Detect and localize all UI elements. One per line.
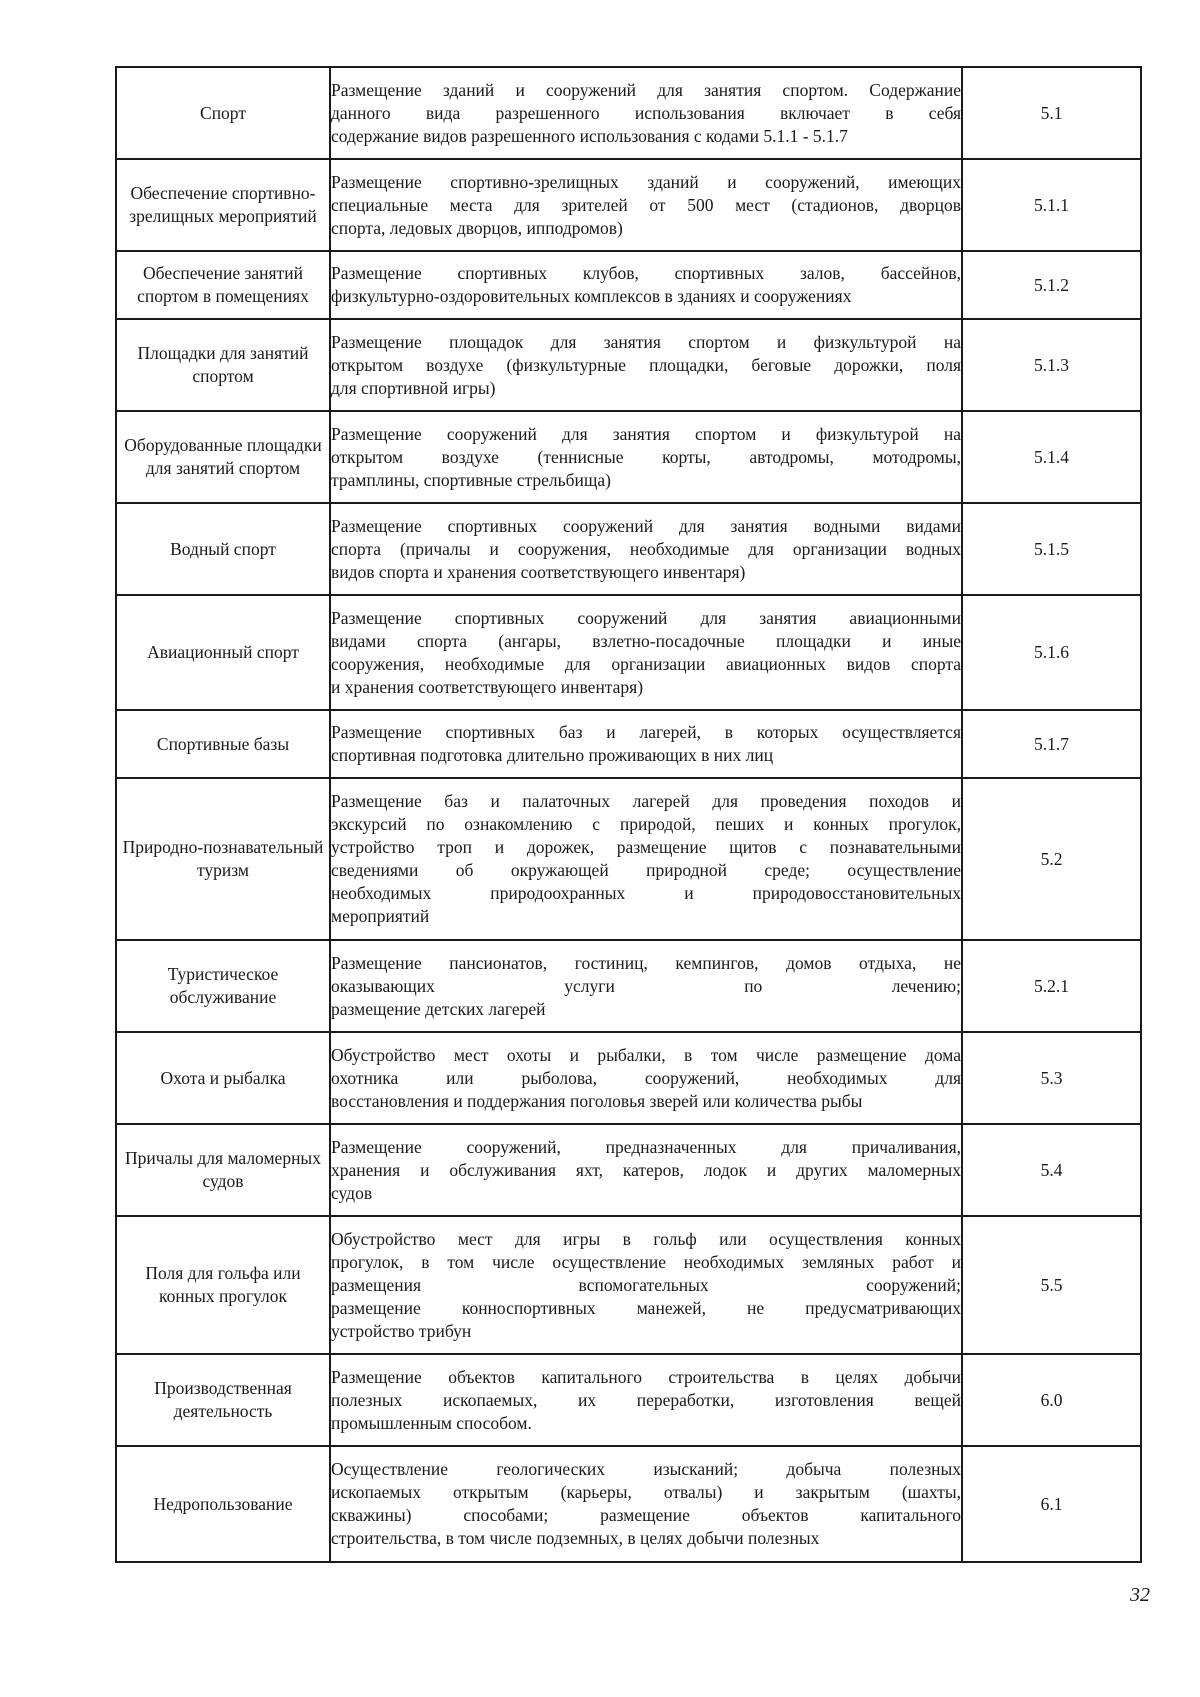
land-use-description: [330, 1354, 962, 1446]
land-use-name: Природно-познавательный туризм: [116, 778, 330, 940]
description-line: охотника или рыболова, сооружений, необходимых для: [331, 1067, 961, 1088]
land-use-name: Поля для гольфа или конных прогулок: [116, 1216, 330, 1354]
land-use-name: Спортивные базы: [116, 710, 330, 778]
land-use-description: [330, 595, 962, 710]
land-use-code: 5.2: [962, 778, 1141, 940]
table-row: [116, 1354, 1141, 1446]
land-use-description: [330, 940, 962, 1032]
land-use-name: Оборудованные площадки для занятий спортом: [116, 411, 330, 503]
land-use-description: [330, 1216, 962, 1354]
land-use-name: Обеспечение занятий спортом в помещениях: [116, 251, 330, 319]
description-line: содержание видов разрешенного использования с кодами 5.1.1 - 5.1.7: [331, 125, 848, 146]
description-line: Обустройство мест для игры в гольф или осуществления конных: [331, 1228, 961, 1249]
land-use-code: 5.1.2: [962, 251, 1141, 319]
land-use-code: 5.1.4: [962, 411, 1141, 503]
land-use-table: [115, 66, 1142, 1563]
land-use-description: [330, 1124, 962, 1216]
land-use-code: 5.1.1: [962, 159, 1141, 251]
description-line: хранения и обслуживания яхт, катеров, лодок и других маломерных: [331, 1159, 961, 1180]
description-line: Размещение спортивно-зрелищных зданий и сооружений, имеющих: [331, 171, 961, 192]
land-use-code: 5.1: [962, 67, 1141, 159]
land-use-code: 6.0: [962, 1354, 1141, 1446]
land-use-code: 5.1.5: [962, 503, 1141, 595]
land-use-name: Причалы для маломерных судов: [116, 1124, 330, 1216]
description-line: Размещение спортивных клубов, спортивных залов, бассейнов,: [331, 263, 961, 283]
table-body: [116, 67, 1141, 1562]
land-use-code: 6.1: [962, 1446, 1141, 1562]
description-line: прогулок, в том числе осуществление необходимых земляных работ и: [331, 1251, 961, 1272]
land-use-description: [330, 159, 962, 251]
description-line: Размещение баз и палаточных лагерей для проведения походов и: [331, 791, 961, 811]
description-line: видов спорта и хранения соответствующего инвентаря): [331, 561, 746, 582]
description-line: размещение конноспортивных манежей, не предусматривающих: [331, 1297, 961, 1318]
description-line: экскурсий по ознакомлению с природой, пеших и конных прогулок,: [331, 814, 961, 834]
description-line: данного вида разрешенного использования включает в себя: [331, 102, 961, 123]
land-use-description: [330, 411, 962, 503]
table-row: [116, 595, 1141, 710]
description-line: восстановления и поддержания поголовья зверей или количества рыбы: [331, 1090, 863, 1111]
land-use-description: [330, 778, 962, 940]
land-use-name: Недропользование: [116, 1446, 330, 1562]
table-row: [116, 67, 1141, 159]
description-line: Обустройство мест охоты и рыбалки, в том числе размещение дома: [331, 1044, 961, 1065]
description-line: Размещение спортивных сооружений для занятия авиационными: [331, 607, 961, 628]
table-row: [116, 1446, 1141, 1562]
table-row: [116, 1216, 1141, 1354]
table-row: [116, 159, 1141, 251]
description-line: строительства, в том числе подземных, в целях добычи полезных: [331, 1528, 820, 1548]
description-line: специальные места для зрителей от 500 мест (стадионов, дворцов: [331, 194, 961, 215]
table-row: [116, 710, 1141, 778]
description-line: промышленным способом.: [331, 1412, 532, 1433]
description-line: Размещение пансионатов, гостиниц, кемпингов, домов отдыха, не: [331, 952, 961, 973]
land-use-description: [330, 251, 962, 319]
land-use-name: Спорт: [116, 67, 330, 159]
description-line: ископаемых открытым (карьеры, отвалы) и закрытым (шахты,: [331, 1482, 961, 1502]
description-line: устройство трибун: [331, 1320, 472, 1341]
description-line: открытом воздухе (теннисные корты, автодромы, мотодромы,: [331, 446, 961, 467]
land-use-code: 5.4: [962, 1124, 1141, 1216]
land-use-description: [330, 1032, 962, 1124]
table-row: [116, 1032, 1141, 1124]
land-use-code: 5.1.3: [962, 319, 1141, 411]
land-use-name: Водный спорт: [116, 503, 330, 595]
description-line: устройство троп и дорожек, размещение щитов с познавательными: [331, 837, 961, 857]
table-row: [116, 319, 1141, 411]
description-line: сооружения, необходимые для организации авиационных видов спорта: [331, 653, 961, 674]
land-use-description: [330, 1446, 962, 1562]
description-line: и хранения соответствующего инвентаря): [331, 676, 644, 697]
land-use-name: Туристическое обслуживание: [116, 940, 330, 1032]
description-line: для спортивной игры): [331, 377, 496, 398]
land-use-description: [330, 710, 962, 778]
table-row: [116, 1124, 1141, 1216]
description-line: Размещение объектов капитального строительства в целях добычи: [331, 1366, 961, 1387]
description-line: размещения вспомогательных сооружений;: [331, 1274, 961, 1295]
description-line: Размещение площадок для занятия спортом и физкультурой на: [331, 331, 961, 352]
description-line: видами спорта (ангары, взлетно-посадочные площадки и иные: [331, 630, 961, 651]
description-line: Размещение спортивных баз и лагерей, в которых осуществляется: [331, 722, 961, 742]
land-use-name: Площадки для занятий спортом: [116, 319, 330, 411]
description-line: Размещение сооружений для занятия спортом и физкультурой на: [331, 423, 961, 444]
description-line: необходимых природоохранных и природовосстановительных: [331, 883, 961, 903]
land-use-name: Авиационный спорт: [116, 595, 330, 710]
land-use-code: 5.1.6: [962, 595, 1141, 710]
description-line: Размещение спортивных сооружений для занятия водными видами: [331, 515, 961, 536]
land-use-code: 5.3: [962, 1032, 1141, 1124]
table-row: [116, 778, 1141, 940]
description-line: физкультурно-оздоровительных комплексов в зданиях и сооружениях: [331, 286, 852, 306]
description-line: скважины) способами; размещение объектов капитального: [331, 1505, 961, 1525]
land-use-code: 5.5: [962, 1216, 1141, 1354]
description-line: Размещение сооружений, предназначенных для причаливания,: [331, 1136, 961, 1157]
land-use-code: 5.1.7: [962, 710, 1141, 778]
land-use-description: [330, 503, 962, 595]
land-use-code: 5.2.1: [962, 940, 1141, 1032]
land-use-description: [330, 67, 962, 159]
page-number: 32: [1130, 1584, 1150, 1606]
table-row: [116, 251, 1141, 319]
description-line: оказывающих услуги по лечению;: [331, 975, 961, 996]
description-line: Размещение зданий и сооружений для занятия спортом. Содержание: [331, 79, 961, 100]
land-use-name: Охота и рыбалка: [116, 1032, 330, 1124]
description-line: спорта (причалы и сооружения, необходимые для организации водных: [331, 538, 961, 559]
description-line: спорта, ледовых дворцов, ипподромов): [331, 217, 623, 238]
description-line: сведениями об окружающей природной среде; осуществление: [331, 860, 961, 880]
description-line: судов: [331, 1182, 373, 1203]
description-line: размещение детских лагерей: [331, 998, 546, 1019]
description-line: трамплины, спортивные стрельбища): [331, 469, 611, 490]
description-line: Осуществление геологических изысканий; добыча полезных: [331, 1459, 961, 1479]
table-row: [116, 411, 1141, 503]
description-line: мероприятий: [331, 906, 430, 926]
land-use-description: [330, 319, 962, 411]
land-use-name: Обеспечение спортивно-зрелищных мероприятий: [116, 159, 330, 251]
description-line: открытом воздухе (физкультурные площадки, беговые дорожки, поля: [331, 354, 961, 375]
table-row: [116, 940, 1141, 1032]
land-use-name: Производственная деятельность: [116, 1354, 330, 1446]
description-line: спортивная подготовка длительно проживающих в них лиц: [331, 745, 774, 765]
description-line: полезных ископаемых, их переработки, изготовления вещей: [331, 1389, 961, 1410]
table-row: [116, 503, 1141, 595]
